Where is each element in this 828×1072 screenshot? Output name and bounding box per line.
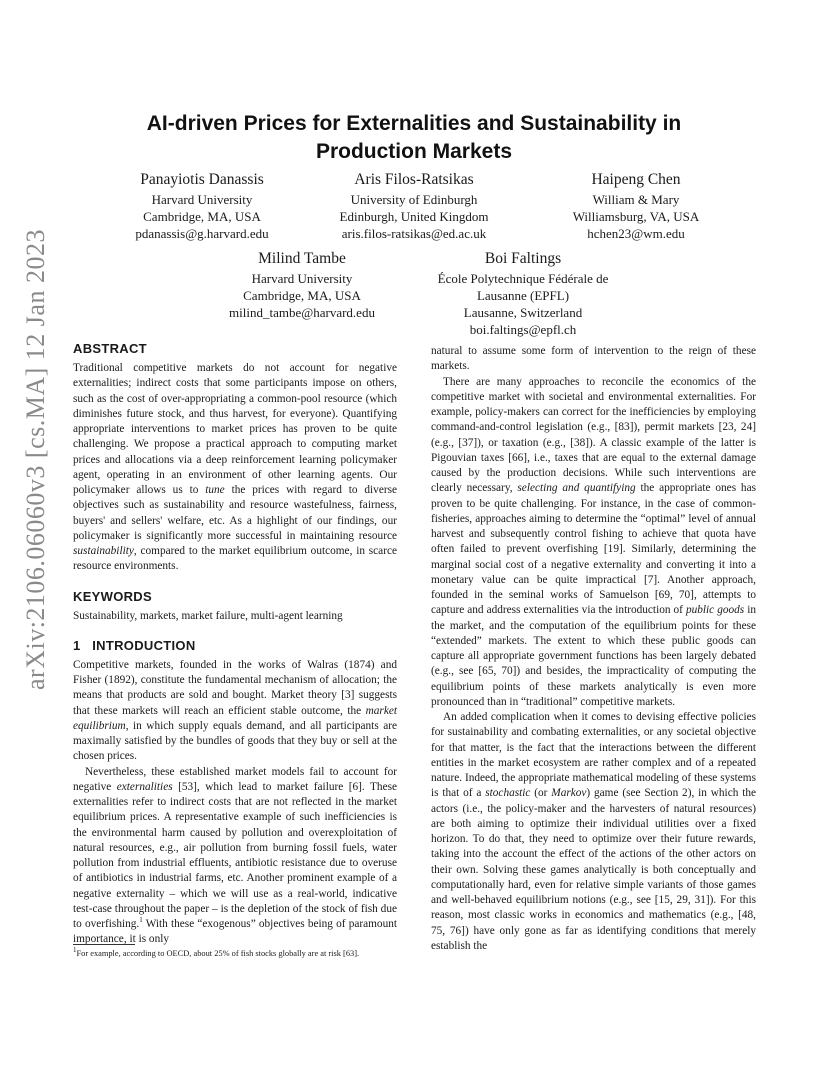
author-location: Cambridge, MA, USA: [143, 209, 261, 224]
author-affiliation: William & Mary: [592, 192, 680, 207]
footnote-number: 1: [73, 946, 77, 955]
title-line-2: Production Markets: [315, 140, 513, 163]
author-affiliation: Harvard University: [251, 271, 353, 286]
author-email: milind_tambe@harvard.edu: [229, 305, 375, 320]
author-affiliation: Harvard University: [151, 192, 253, 207]
author-email: pdanassis@g.harvard.edu: [135, 226, 269, 241]
emphasis-text: tune: [205, 484, 225, 496]
emphasis-text: market equilibrium: [73, 704, 397, 732]
author-affiliation-cont: Lausanne (EPFL): [476, 288, 570, 303]
emphasis-text: sustainability: [73, 545, 134, 557]
introduction-heading: 1 INTRODUCTION: [73, 637, 196, 653]
author-name: Panayiotis Danassis: [140, 171, 264, 188]
intro-paragraph-4: An added complication when it comes to devising effective policies for sustainability and combating externalities, or any societal objective for that matter, is the fact that the interactions between the different entities in the market ecosystem are rather complex and of a repeated nature. Indeed, the appropriate mathematical modeling of these systems is that of a stochastic (or Markov) game (see Section 2), in which the actors (i.e., the policy-maker and the harvesters of natural resources) are both aiming to optimize their individual utilities over a fixed horizon. To do that, they need to optimize over their future rewards, taking into the account the effect of the actions of the other actors on their own. Solving these games analytically is both conceptually and computationally hard, even for relative simple variants of those games and well-behaved equilibrium notions (e.g., see [15, 29, 31]). For this reason, most classic works in economics and mathematics (e.g., [48, 75, 76]) have only gone as far as identifying conditions that merely establish the: [431, 711, 756, 952]
intro-paragraph-3: There are many approaches to reconcile the economics of the competitive market with societal and environmental externalities. For example, policy-makers can correct for the inefficiencies by employing command-and-control legislation (e.g., [83]), permit markets [23, 24] (e.g., [37]), or taxation (e.g., [38]). A classic example of the latter is Pigouvian taxes [66], i.e., taxes that are equal to the external damage caused by the production decisions. While such interventions are clearly necessary, selecting and quantifying the appropriate ones has proven to be quite challenging. For instance, in the case of common-fisheries, approaches aiming to determine the “optimal” level of annual harvest and subsequently control fishing to achieve that quota have often failed to prevent overfishing [19]. Similarly, determining the marginal social cost of a negative externality and converting it into a monetary value can be quite impractical [7]. Another approach, founded in the seminal works of Samuelson [69, 70], attempts to capture and address externalities via the introduction of public goods in the market, and the computation of the equilibrium points for these “extended” markets. The extent to which these public goods can capture all appropriate government functions has been largely debated (e.g., see [65, 70]) and besides, the impracticality of computing the equilibrium points of these markets analytically is even more pronounced than in “traditional” competitive markets.: [431, 375, 756, 708]
author-name: Boi Faltings: [484, 250, 562, 267]
author-name: Aris Filos-Ratsikas: [354, 171, 474, 188]
abstract-paragraph: Traditional competitive markets do not account for negative externalities; indirect costs that some participants impose on others, such as the cost of over-appropriating a common-pool resource (which diminishes future stock, and thus harvest, for everyone). Quantifying appropriate interventions to market prices has proven to be quite challenging. We propose a practical approach to computing market prices and allocations via a deep reinforcement learning policymaker agent, operating in an environment of other learning agents. Our policymaker allows us to tune the prices with regard to diverse objectives such as sustainability and resource wastefulness, fairness, buyers' and sellers' welfare, etc. As a highlight of our findings, our policymaker is significantly more successful in maintaining resource sustainability, compared to the market equilibrium outcome, in scarce resource environments.: [73, 362, 397, 573]
author-email: boi.faltings@epfl.ch: [469, 322, 577, 337]
footnote-divider: [73, 944, 135, 945]
author-block: [212, 249, 392, 321]
keywords-text: Sustainability, markets, market failure, multi-agent learning: [73, 609, 343, 622]
author-affiliation: University of Edinburgh: [350, 192, 478, 207]
abstract-heading: ABSTRACT: [73, 341, 147, 356]
author-location: Cambridge, MA, USA: [243, 288, 361, 303]
author-name: Haipeng Chen: [591, 171, 681, 188]
emphasis-text: Markov: [551, 787, 587, 800]
intro-paragraph-2: Nevertheless, these established market models fail to account for negative externalities [53], which lead to market failure [6]. These externalities refer to indirect costs that are not reflected in the market equilibrium prices. A representative example of such inefficiencies is the environmental harm caused by pollution and overexploitation of natural resources, e.g., air pollution from burning fossil fuels, water pollution from industrial effluents, antibiotic resistance due to overuse of antibiotics in industrial farms, etc. Another prominent example of a negative externality – which we will use as a real-world, indicative test-case throughout the paper – is the depletion of the stock of fish due to overfishing.$^1$ With these “exogenous” objectives being of paramount importance, it is only: [73, 765, 398, 946]
emphasis-text: selecting and quantifying: [517, 482, 636, 495]
left-column: [73, 341, 397, 948]
author-block: [546, 170, 726, 242]
author-block: [324, 170, 504, 242]
footnote: [73, 948, 403, 959]
intro-paragraph-1: Competitive markets, founded in the works of Walras (1874) and Fisher (1892), constitute the fundamental mechanism of allocation; the means that products are sold and bought. Market theory [3] suggests that these markets will reach an efficient stable outcome, the market equilibrium, in which supply equals demand, and all participants are maximally satisfied by the bundles of goods that they buy or sell at the chosen prices.: [73, 658, 397, 763]
footnote-marker: 1: [139, 916, 143, 925]
author-email: hchen23@wm.edu: [587, 226, 685, 241]
author-email: aris.filos-ratsikas@ed.ac.uk: [341, 226, 487, 241]
author-location: Edinburgh, United Kingdom: [339, 209, 489, 224]
title-line-1: AI-driven Prices for Externalities and Sustainability in: [146, 112, 682, 135]
footnote-text: For example, according to OECD, about 25% of fish stocks globally are at risk [63].: [76, 949, 360, 958]
paper-title: [100, 110, 728, 166]
author-block: [423, 249, 623, 338]
emphasis-text: public goods: [685, 604, 745, 617]
arxiv-identifier-stamp: arXiv:2106.06060v3 [cs.MA] 12 Jan 2023: [21, 229, 50, 690]
author-block: [112, 170, 292, 242]
right-column: [431, 344, 756, 954]
author-location: Lausanne, Switzerland: [463, 305, 583, 320]
intro-paragraph-continued: natural to assume some form of intervention to the reign of these markets.: [431, 345, 756, 373]
emphasis-text: externalities: [116, 780, 173, 793]
author-location: Williamsburg, VA, USA: [572, 209, 700, 224]
author-affiliation: École Polytechnique Fédérale de: [437, 271, 609, 286]
keywords-heading: KEYWORDS: [73, 588, 152, 604]
emphasis-text: stochastic: [485, 787, 531, 800]
author-name: Milind Tambe: [258, 250, 346, 267]
